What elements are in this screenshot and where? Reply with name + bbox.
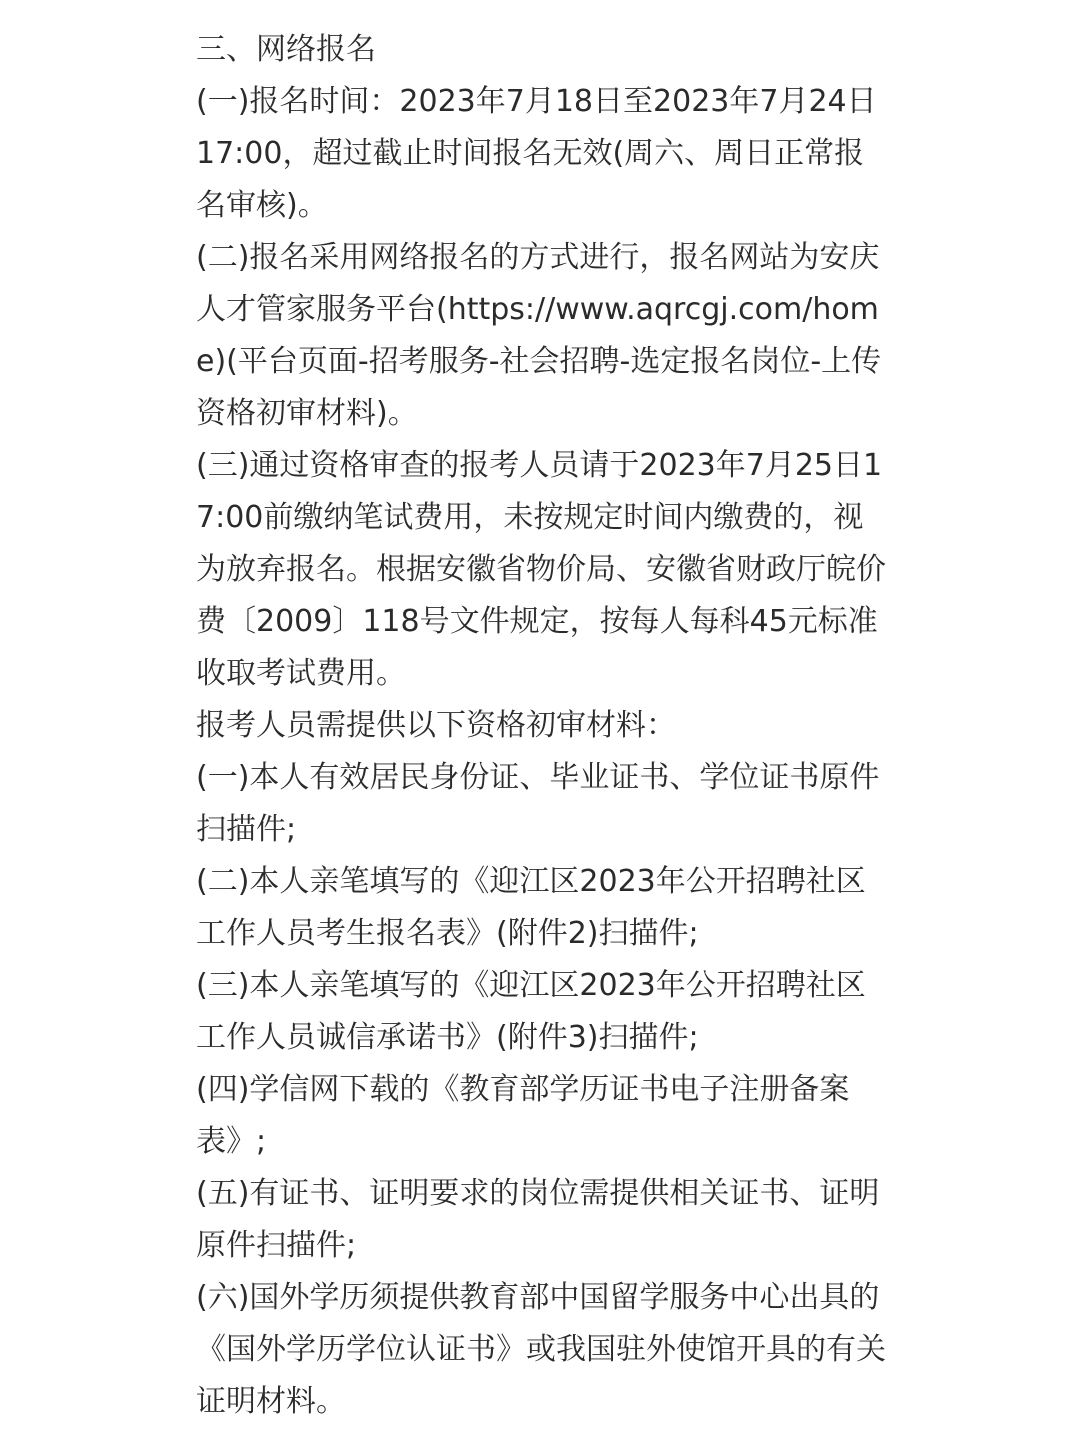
paragraph-exam-fee: (三)通过资格审查的报考人员请于2023年7月25日17:00前缴纳笔试费用，未按规定时间内缴费的，视为放弃报名。根据安徽省物价局、安徽省财政厅皖价费〔2009〕118号文件规定，按每人每科45元标准收取考试费用。 (196, 448, 886, 691)
section-heading: 三、网络报名 (196, 32, 376, 67)
document-body (196, 24, 888, 1428)
material-item-1: (一)本人有效居民身份证、毕业证书、学位证书原件扫描件; (196, 760, 880, 847)
paragraph-registration-time: (一)报名时间：2023年7月18日至2023年7月24日17:00，超过截止时间报名无效(周六、周日正常报名审核)。 (196, 84, 877, 223)
paragraph-registration-method: (二)报名采用网络报名的方式进行，报名网站为安庆人才管家服务平台(https://www.aqrcgj.com/home)(平台页面-招考服务-社会招聘-选定报名岗位-上传资格初审材料)。 (196, 240, 882, 431)
material-item-2: (二)本人亲笔填写的《迎江区2023年公开招聘社区工作人员考生报名表》(附件2)扫描件; (196, 864, 866, 951)
material-item-4: (四)学信网下载的《教育部学历证书电子注册备案表》; (196, 1072, 850, 1159)
material-item-6: (六)国外学历须提供教育部中国留学服务中心出具的《国外学历学位认证书》或我国驻外使馆开具的有关证明材料。 (196, 1280, 886, 1419)
paragraph-materials-intro: 报考人员需提供以下资格初审材料： (196, 708, 676, 743)
material-item-5: (五)有证书、证明要求的岗位需提供相关证书、证明原件扫描件; (196, 1176, 880, 1263)
material-item-3: (三)本人亲笔填写的《迎江区2023年公开招聘社区工作人员诚信承诺书》(附件3)扫描件; (196, 968, 866, 1055)
